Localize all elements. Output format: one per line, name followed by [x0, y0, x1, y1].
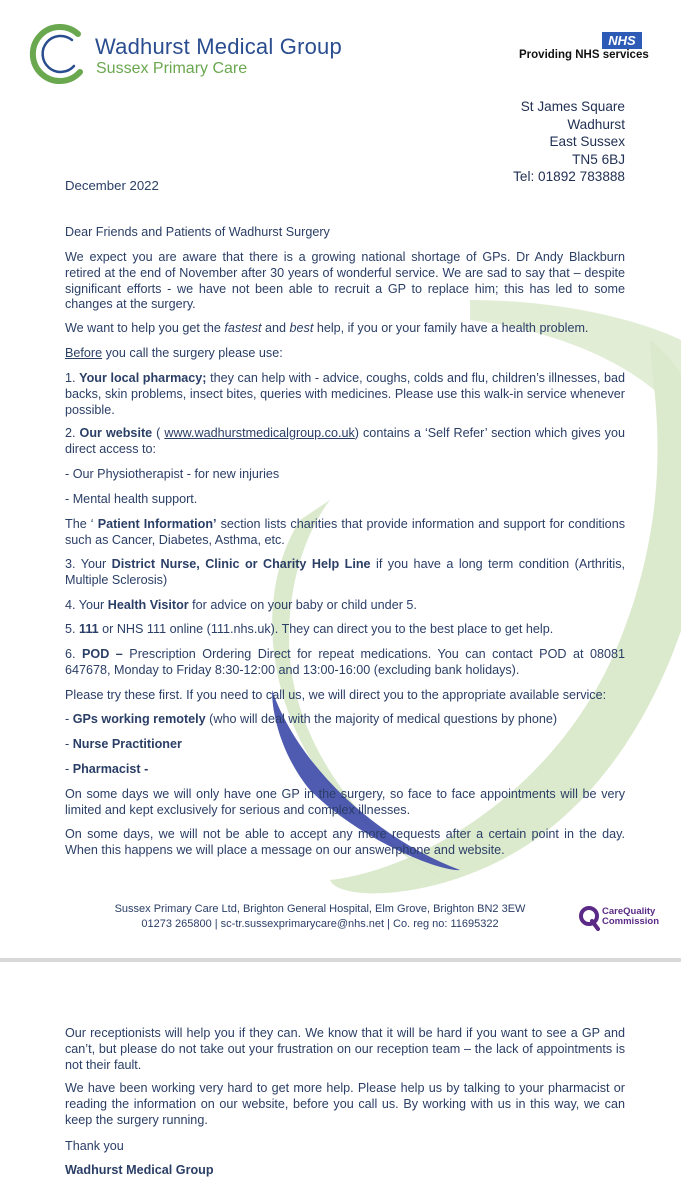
- item-text: or NHS 111 online (111.nhs.uk). They can direct you to the best place to get help.: [98, 622, 554, 636]
- list-item-111: [65, 622, 553, 638]
- signoff: Wadhurst Medical Group: [65, 1163, 214, 1177]
- text-run: The ‘: [65, 517, 98, 531]
- paragraph-try-first: Please try these first. If you need to call us, we will direct you to the appropriate available service:: [65, 688, 607, 702]
- item-text: ) contains a ‘Self Refer’ section which gives you direct access to:: [65, 426, 625, 456]
- item-text: for advice on your baby or child under 5.: [188, 598, 417, 612]
- paragraph-working-hard: We have been working very hard to get more help. Please help us by talking to your pharmacist or reading the information on our website, before you call us. By working with us in this way, we can keep the surgery running.: [65, 1081, 625, 1127]
- list-number: 1.: [65, 371, 80, 385]
- paragraph-requests: On some days, we will not be able to accept any more requests after a certain point in the day. When this happens we will place a message on our answerphone and website.: [65, 827, 625, 857]
- paragraph-one-gp: On some days we will only have one GP in the surgery, so face to face appointments will be very limited and kept exclusively for serious and complex illnesses.: [65, 787, 625, 817]
- text-run: help, if you or your family have a health problem.: [313, 321, 589, 335]
- paragraph-patient-info: [65, 517, 625, 549]
- emphasis-fastest: fastest: [224, 321, 262, 335]
- nhs-logo-badge: NHS: [602, 32, 642, 49]
- org-name: Wadhurst Medical Group: [95, 34, 342, 59]
- list-number: 4. Your: [65, 598, 108, 612]
- cqc-name-line: Commission: [602, 916, 660, 927]
- item-heading: Our website: [79, 426, 153, 440]
- service-gps-remote: [65, 712, 557, 728]
- letter-page-2: [0, 962, 681, 1200]
- letter-date: December 2022: [65, 178, 159, 193]
- text-run: you call the surgery please use:: [102, 346, 283, 360]
- item-heading: Health Visitor: [107, 598, 189, 612]
- list-item-website: [65, 426, 625, 458]
- text-run: -: [65, 712, 73, 726]
- cqc-name: [602, 907, 659, 927]
- item-text: (who will deal with the majority of medical questions by phone): [205, 712, 558, 726]
- service-nurse-practitioner: [65, 737, 182, 753]
- list-number: 5.: [65, 622, 80, 636]
- list-item-pod: [65, 647, 625, 679]
- item-text: if you have a long term condition (Arthritis, Multiple Sclerosis): [65, 557, 626, 587]
- footer-contact: 01273 265800 | sc-tr.sussexprimarycare@nhs.net | Co. reg no: 11695322: [141, 918, 499, 930]
- address-line: St James Square: [520, 99, 625, 114]
- text-run: We want to help you get the: [65, 321, 225, 335]
- list-number: 3. Your: [65, 557, 112, 571]
- paragraph-help: [65, 321, 625, 337]
- paragraph-before: [65, 346, 283, 362]
- salutation: Dear Friends and Patients of Wadhurst Surgery: [65, 225, 330, 239]
- item-text: section lists charities that provide information and support for conditions such as Cancer, Diabetes, Asthma, etc.: [65, 517, 625, 547]
- item-heading: Patient Information’: [97, 517, 217, 531]
- list-item-district-nurse: [65, 557, 625, 589]
- emphasis-best: best: [289, 321, 314, 335]
- item-heading: Pharmacist -: [72, 762, 149, 776]
- list-number: 6.: [65, 647, 82, 661]
- item-heading: 111: [79, 622, 99, 636]
- nhs-tagline: Providing NHS services: [519, 49, 649, 61]
- org-subtitle: Sussex Primary Care: [96, 60, 248, 77]
- address-line: TN5 6BJ: [572, 151, 625, 167]
- cqc-logo-icon: [578, 905, 600, 931]
- paragraph-receptionists: Our receptionists will help you if they can. We know that it will be hard if you want to see a GP and can’t, but please do not take out your frustration on our reception team – the lack of appointments is not their fault.: [65, 1026, 625, 1072]
- item-heading: POD –: [82, 647, 123, 661]
- address-block: [513, 98, 625, 186]
- closing-thanks: Thank you: [65, 1139, 124, 1153]
- item-text: Prescription Ordering Direct for repeat medications. You can contact POD at 08081 647678, Monday to Friday 8:30-12:00 and 13:00-16:00 (excluding bank holidays).: [65, 647, 625, 677]
- paragraph-intro: We expect you are aware that there is a growing national shortage of GPs. Dr Andy Blackburn retired at the end of November after 30 years of wonderful service. We are sad to say that – despite significant efforts - we have not been able to recruit a GP to replace him; this has led to some changes at the surgery.: [65, 250, 625, 312]
- sub-item-physio: - Our Physiotherapist - for new injuries: [65, 467, 280, 481]
- item-heading: District Nurse, Clinic or Charity Help Line: [111, 557, 371, 571]
- item-heading: Your local pharmacy;: [79, 371, 207, 385]
- cqc-name-line: CareQuality: [602, 906, 656, 917]
- address-line: Wadhurst: [567, 116, 625, 132]
- item-heading: Nurse Practitioner: [72, 737, 182, 751]
- sub-item-mental-health: - Mental health support.: [65, 492, 198, 506]
- text-run: (: [152, 426, 165, 440]
- underline-before: Before: [65, 346, 103, 360]
- list-item-health-visitor: [65, 598, 417, 614]
- item-text: they can help with - advice, coughs, colds and flu, children’s illnesses, bad backs, skin problems, insect bites, queries with medicines. Please use this walk-in service whenever possible.: [65, 371, 625, 417]
- website-link[interactable]: www.wadhurstmedicalgroup.co.uk: [164, 426, 355, 440]
- item-heading: GPs working remotely: [72, 712, 206, 726]
- text-run: -: [65, 762, 73, 776]
- footer-address: Sussex Primary Care Ltd, Brighton General Hospital, Elm Grove, Brighton BN2 3EW: [114, 903, 526, 915]
- logo-icon: [28, 22, 90, 86]
- text-run: -: [65, 737, 73, 751]
- service-pharmacist: [65, 762, 148, 778]
- address-line: East Sussex: [549, 134, 625, 149]
- text-run: and: [261, 321, 290, 335]
- list-number: 2.: [65, 426, 80, 440]
- list-item-pharmacy: [65, 371, 625, 418]
- telephone: Tel: 01892 783888: [513, 169, 625, 184]
